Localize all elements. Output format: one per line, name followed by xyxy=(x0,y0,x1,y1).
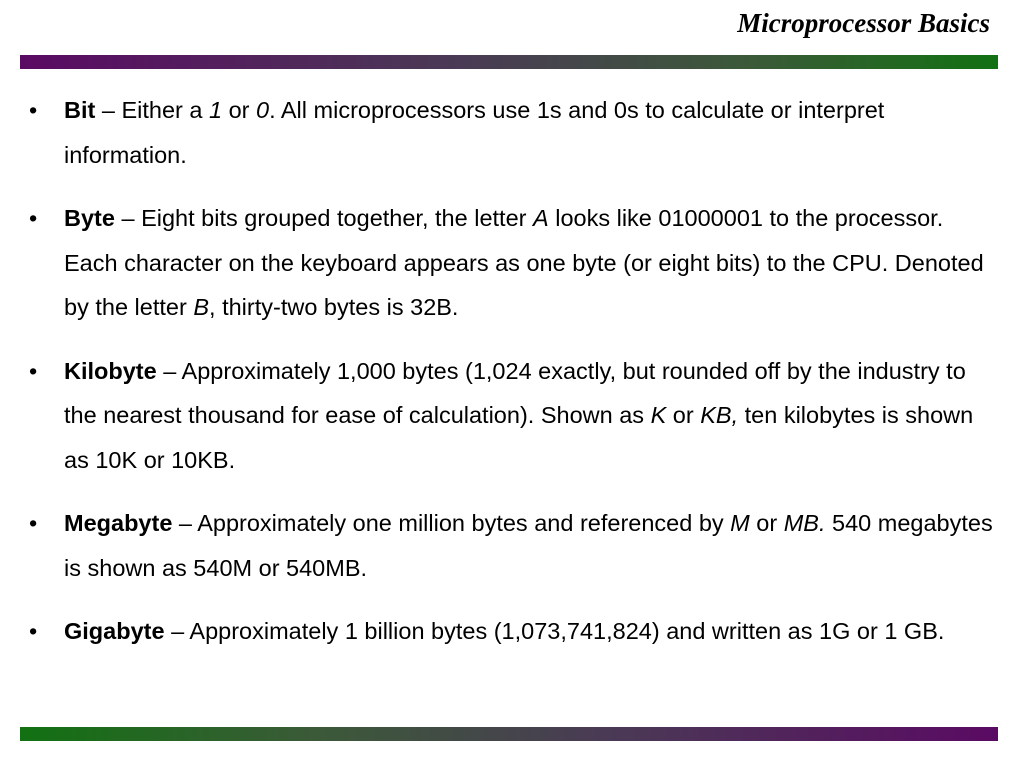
bullet-dot: • xyxy=(29,618,38,644)
emphasis-value: B xyxy=(193,294,210,320)
slide-title: Microprocessor Basics xyxy=(737,8,990,38)
definition-text: – Eight bits grouped together, the letter xyxy=(114,205,533,231)
bullet-dot: • xyxy=(29,97,38,123)
term-kilobyte: Kilobyte xyxy=(64,357,157,384)
emphasis-value: MB. xyxy=(783,510,826,536)
emphasis-value: A xyxy=(533,205,549,231)
emphasis-value: KB, xyxy=(700,402,739,428)
term-gigabyte: Gigabyte xyxy=(64,618,165,644)
definition-text: or xyxy=(666,402,701,428)
bullet-dot: • xyxy=(29,205,38,231)
definition-text: or xyxy=(222,97,257,123)
term-megabyte: Megabyte xyxy=(64,510,173,536)
definition-text: – Approximately 1,000 bytes (1,024 exactly, but rounded off by the industry to the nearest thousand for ease of calculation). Shown as xyxy=(64,357,966,428)
emphasis-value: M xyxy=(730,510,750,536)
emphasis-value: 1 xyxy=(208,97,223,123)
definition-text: – Either a xyxy=(95,97,209,123)
bullet-gigabyte xyxy=(0,609,1024,654)
bullet-dot: • xyxy=(29,510,38,536)
bullet-megabyte xyxy=(0,501,1024,590)
bullet-dot: • xyxy=(29,357,38,384)
bullet-bit xyxy=(0,88,1024,177)
bullet-byte xyxy=(0,196,1024,330)
definition-text: . All microprocessors use 1s and 0s to calculate or interpret information. xyxy=(64,97,885,168)
emphasis-value: K xyxy=(650,402,667,428)
definition-text: 540 megabytes is shown as 540M or 540MB. xyxy=(64,510,993,581)
bullet-list xyxy=(0,88,1024,673)
term-byte: Byte xyxy=(64,205,115,231)
definition-text: or xyxy=(749,510,784,536)
definition-text: , thirty-two bytes is 32B. xyxy=(209,294,459,320)
term-bit: Bit xyxy=(64,97,96,123)
definition-text: – Approximately 1 billion bytes (1,073,741,824) and written as 1G or 1 GB. xyxy=(164,618,945,644)
emphasis-value: 0 xyxy=(256,97,270,123)
definition-text: looks like 01000001 to the processor. Each character on the keyboard appears as one byte (or eight bits) to the CPU. Denoted by the letter xyxy=(64,205,984,320)
top-divider-bar xyxy=(20,55,998,69)
definition-text: – Approximately one million bytes and referenced by xyxy=(172,510,731,536)
bottom-divider-bar xyxy=(20,727,998,741)
bullet-kilobyte xyxy=(0,349,1024,483)
definition-text: ten kilobytes is shown as 10K or 10KB. xyxy=(64,402,974,473)
